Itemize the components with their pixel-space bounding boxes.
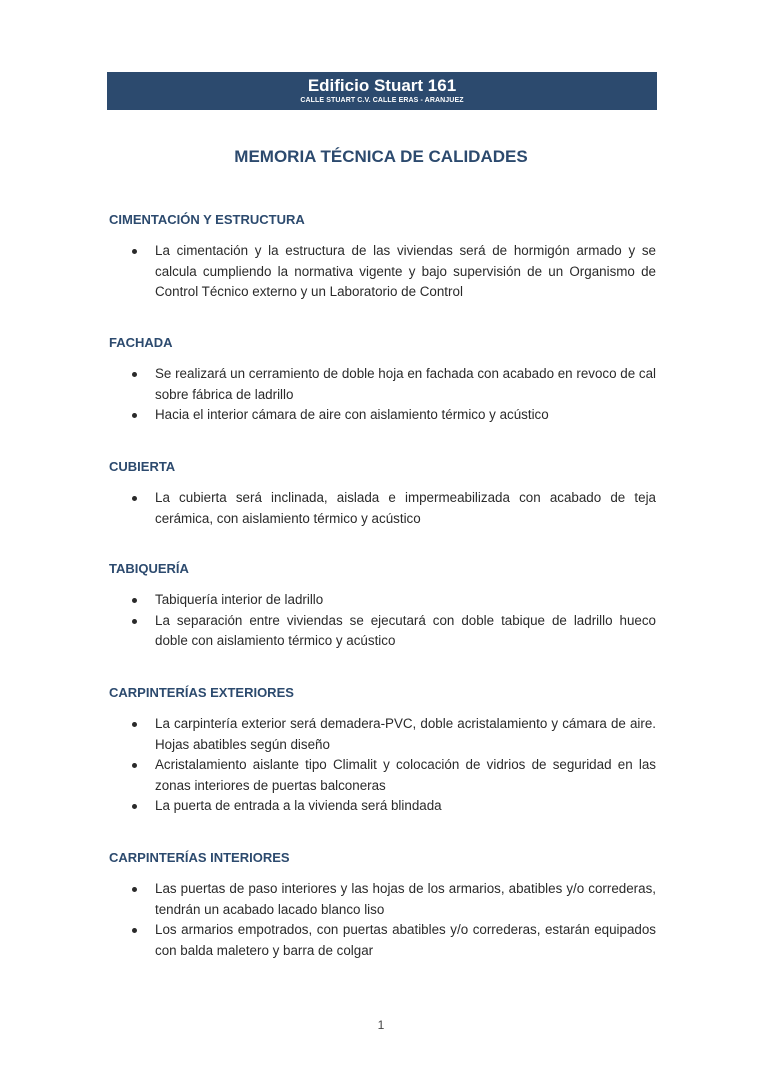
- document-title: MEMORIA TÉCNICA DE CALIDADES: [234, 147, 528, 166]
- section-heading: TABIQUERÍA: [109, 561, 189, 576]
- section-heading: CARPINTERÍAS EXTERIORES: [109, 685, 294, 700]
- section-carpinterias-interiores: [109, 849, 656, 961]
- page-number: 1: [377, 1018, 385, 1032]
- list-item-text: Hacia el interior cámara de aire con aislamiento térmico y acústico: [155, 407, 549, 423]
- list-item: [109, 879, 656, 920]
- list-item: [109, 920, 656, 961]
- list-item: [109, 590, 656, 611]
- section-heading: FACHADA: [109, 335, 173, 350]
- building-address: CALLE STUART C.V. CALLE ERAS - ARANJUEZ: [300, 97, 464, 104]
- bullet-icon: [132, 887, 137, 892]
- section-cimentacion: [109, 211, 656, 303]
- bullet-list: [109, 879, 656, 961]
- bullet-icon: [132, 619, 137, 624]
- list-item-text: La cubierta será inclinada, aislada e impermeabilizada con acabado de teja cerámica, con aislamiento térmico y acústico: [155, 490, 656, 526]
- list-item-text: La carpintería exterior será demadera-PVC, doble acristalamiento y cámara de aire. Hojas abatibles según diseño: [155, 716, 656, 752]
- section-tabiqueria: [109, 560, 656, 652]
- list-item: [109, 241, 656, 303]
- bullet-icon: [132, 598, 137, 603]
- list-item-text: Acristalamiento aislante tipo Climalit y colocación de vidrios de seguridad en las zonas interiores de puertas balconeras: [155, 757, 656, 793]
- bullet-list: [109, 241, 656, 303]
- list-item-text: Tabiquería interior de ladrillo: [155, 592, 324, 607]
- bullet-list: [109, 590, 656, 652]
- bullet-icon: [132, 804, 137, 809]
- bullet-icon: [132, 413, 137, 418]
- building-name: Edificio Stuart 161: [307, 76, 457, 95]
- list-item: [109, 611, 656, 652]
- list-item: [109, 488, 656, 529]
- list-item: [109, 364, 656, 405]
- section-carpinterias-exteriores: [109, 684, 656, 817]
- section-heading: CARPINTERÍAS INTERIORES: [109, 850, 290, 865]
- bullet-list: [109, 488, 656, 529]
- section-cubierta: [109, 458, 656, 529]
- bullet-list: [109, 714, 656, 817]
- bullet-icon: [132, 763, 137, 768]
- section-heading: CIMENTACIÓN Y ESTRUCTURA: [109, 212, 305, 227]
- bullet-icon: [132, 372, 137, 377]
- list-item-text: La separación entre viviendas se ejecutará con doble tabique de ladrillo hueco doble con aislamiento térmico y acústico: [155, 612, 656, 649]
- list-item-text: La puerta de entrada a la vivienda será blindada: [155, 798, 442, 814]
- bullet-icon: [132, 928, 137, 933]
- list-item: [109, 405, 656, 426]
- list-item: [109, 755, 656, 796]
- bullet-icon: [132, 496, 137, 501]
- section-heading: CUBIERTA: [109, 459, 176, 474]
- header-banner: [107, 72, 657, 110]
- list-item-text: La cimentación y la estructura de las viviendas será de hormigón armado y se calcula cumpliendo la normativa vigente y bajo supervisión de un Organismo de Control Técnico externo y un Laboratorio de Control: [155, 243, 656, 300]
- section-fachada: [109, 334, 656, 426]
- list-item-text: Los armarios empotrados, con puertas abatibles y/o correderas, estarán equipados con balda maletero y barra de colgar: [155, 922, 656, 958]
- list-item: [109, 714, 656, 755]
- bullet-icon: [132, 249, 137, 254]
- bullet-list: [109, 364, 656, 426]
- bullet-icon: [132, 722, 137, 727]
- list-item-text: Las puertas de paso interiores y las hojas de los armarios, abatibles y/o correderas, tendrán un acabado lacado blanco liso: [155, 881, 656, 917]
- list-item: [109, 796, 656, 817]
- list-item-text: Se realizará un cerramiento de doble hoja en fachada con acabado en revoco de cal sobre fábrica de ladrillo: [155, 366, 656, 402]
